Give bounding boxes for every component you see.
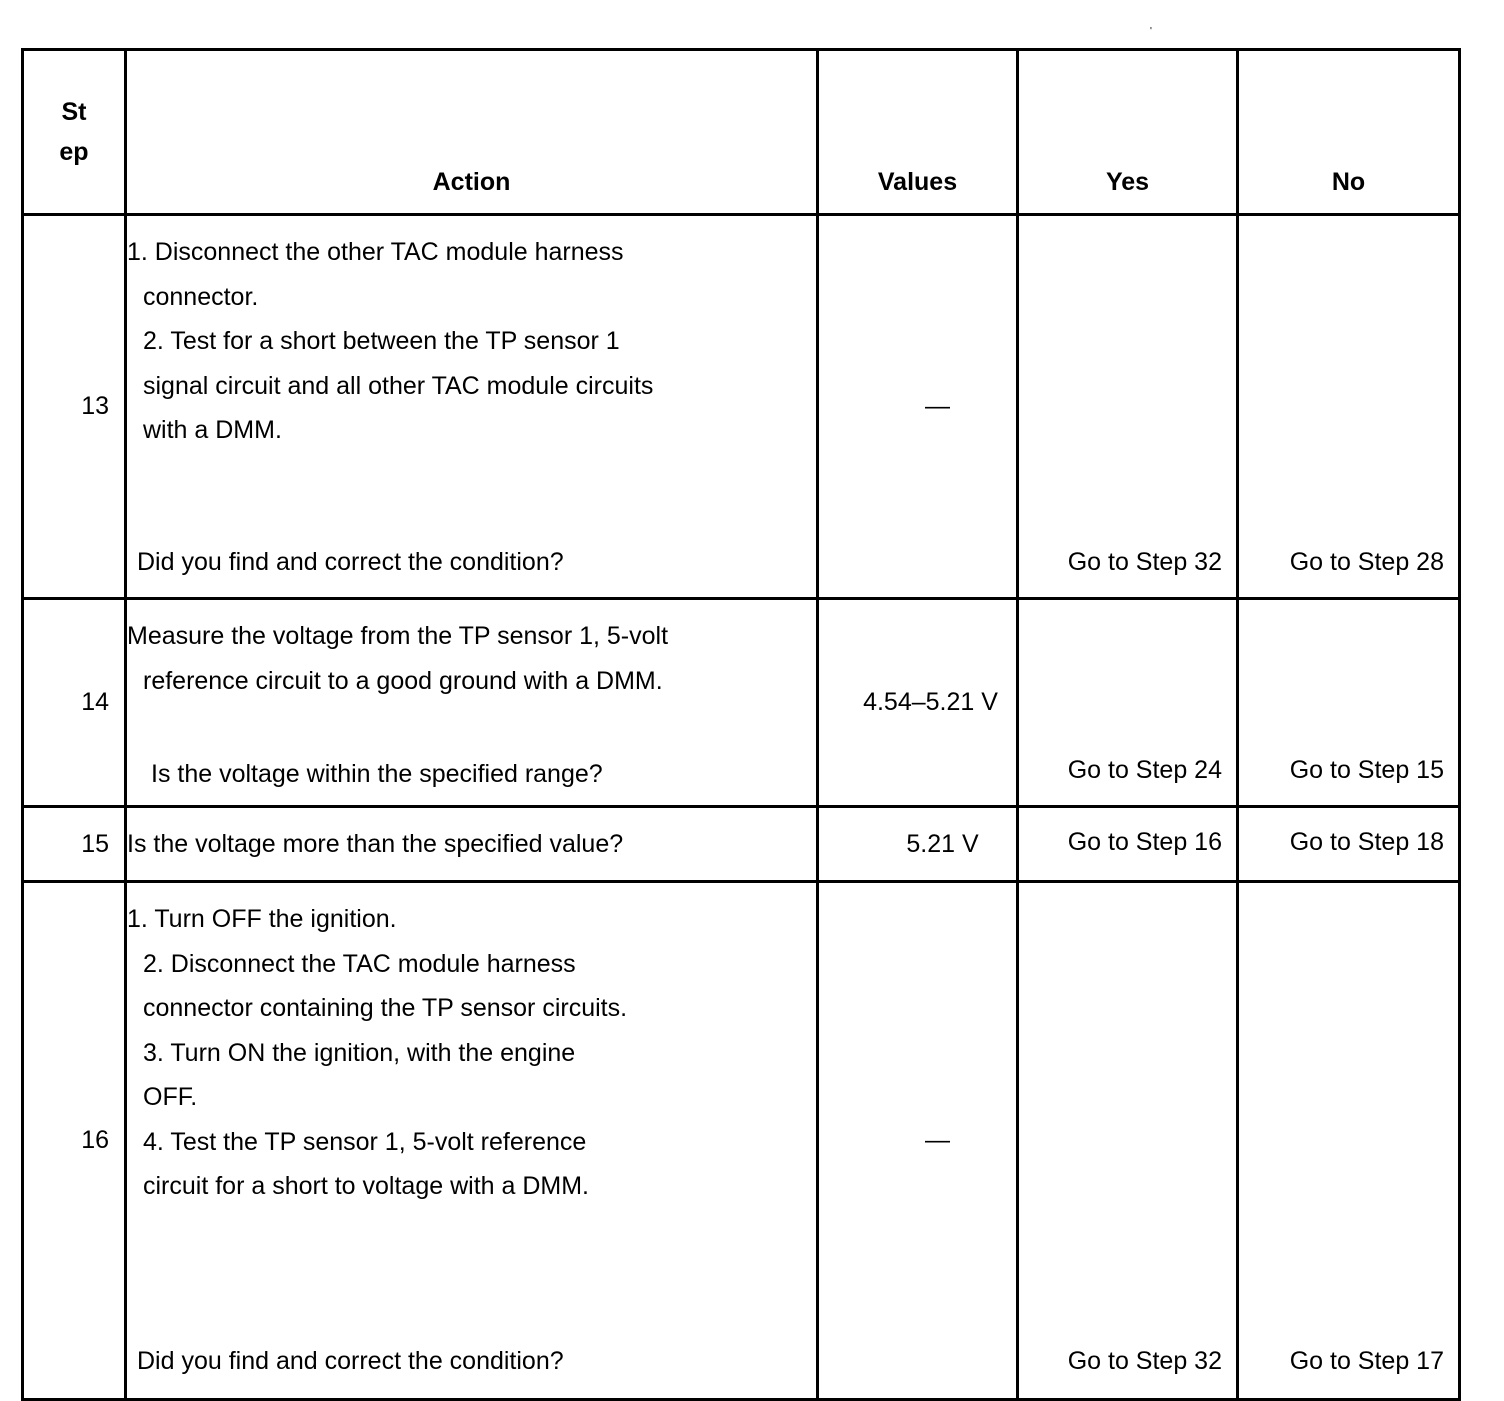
no-goto: Go to Step 28 <box>1289 548 1444 576</box>
action-question: Did you find and correct the condition? <box>137 1347 564 1375</box>
no-goto: Go to Step 18 <box>1289 828 1444 856</box>
yes-column-header: Yes <box>1018 50 1238 215</box>
yes-goto: Go to Step 24 <box>1067 756 1222 784</box>
action-line: connector containing the TP sensor circuits. <box>143 994 628 1022</box>
no-cell <box>1238 882 1460 1400</box>
stray-mark: ' <box>1150 26 1152 37</box>
action-line: Measure the voltage from the TP sensor 1, 5-volt <box>127 622 669 650</box>
step-header-line1: St <box>61 98 87 126</box>
value-cell: — <box>818 882 1018 1400</box>
action-column-header: Action <box>126 50 818 215</box>
no-cell <box>1238 215 1460 599</box>
action-line: connector. <box>143 282 259 311</box>
value-cell: 5.21 V <box>818 807 1018 882</box>
value-cell: — <box>818 215 1018 599</box>
yes-cell <box>1018 599 1238 807</box>
action-line: Is the voltage more than the specified value? <box>127 829 624 858</box>
step-number: 16 <box>23 882 126 1400</box>
no-goto: Go to Step 17 <box>1289 1347 1444 1375</box>
values-column-header: Values <box>818 50 1018 215</box>
table-row <box>23 215 1460 599</box>
no-goto: Go to Step 15 <box>1289 756 1444 784</box>
step-header-line2: ep <box>59 138 89 166</box>
yes-goto: Go to Step 32 <box>1067 1347 1222 1375</box>
action-line: 1. Turn OFF the ignition. <box>127 905 397 933</box>
action-line: circuit for a short to voltage with a DMM. <box>143 1172 589 1200</box>
yes-cell <box>1018 215 1238 599</box>
action-line: reference circuit to a good ground with a DMM. <box>143 666 663 695</box>
no-cell <box>1238 807 1460 882</box>
table-row <box>23 882 1460 1400</box>
header-row <box>23 50 1460 215</box>
action-line: signal circuit and all other TAC module circuits <box>143 371 654 400</box>
yes-cell <box>1018 882 1238 1400</box>
action-cell <box>126 215 818 599</box>
action-line: 1. Disconnect the other TAC module harness <box>127 238 624 266</box>
action-line: OFF. <box>143 1083 198 1111</box>
step-number: 14 <box>23 599 126 807</box>
action-question: Did you find and correct the condition? <box>137 548 564 576</box>
no-cell <box>1238 599 1460 807</box>
value-cell: 4.54–5.21 V <box>818 599 1018 807</box>
yes-goto: Go to Step 32 <box>1067 548 1222 576</box>
action-cell <box>126 882 818 1400</box>
action-line: 4. Test the TP sensor 1, 5-volt reference <box>143 1127 587 1156</box>
action-line: 2. Test for a short between the TP sensor 1 <box>143 327 620 355</box>
yes-cell <box>1018 807 1238 882</box>
action-line: 2. Disconnect the TAC module harness <box>143 949 576 978</box>
action-line: 3. Turn ON the ignition, with the engine <box>143 1038 576 1067</box>
no-column-header: No <box>1238 50 1460 215</box>
diagnostic-procedure-table <box>21 48 1461 1401</box>
yes-goto: Go to Step 16 <box>1067 828 1222 856</box>
action-cell <box>126 599 818 807</box>
action-cell <box>126 807 818 882</box>
action-line: with a DMM. <box>143 416 282 444</box>
action-question: Is the voltage within the specified range? <box>151 760 603 788</box>
step-number: 15 <box>23 807 126 882</box>
step-column-header <box>23 50 126 215</box>
step-number: 13 <box>23 215 126 599</box>
table-row <box>23 807 1460 882</box>
table-row <box>23 599 1460 807</box>
